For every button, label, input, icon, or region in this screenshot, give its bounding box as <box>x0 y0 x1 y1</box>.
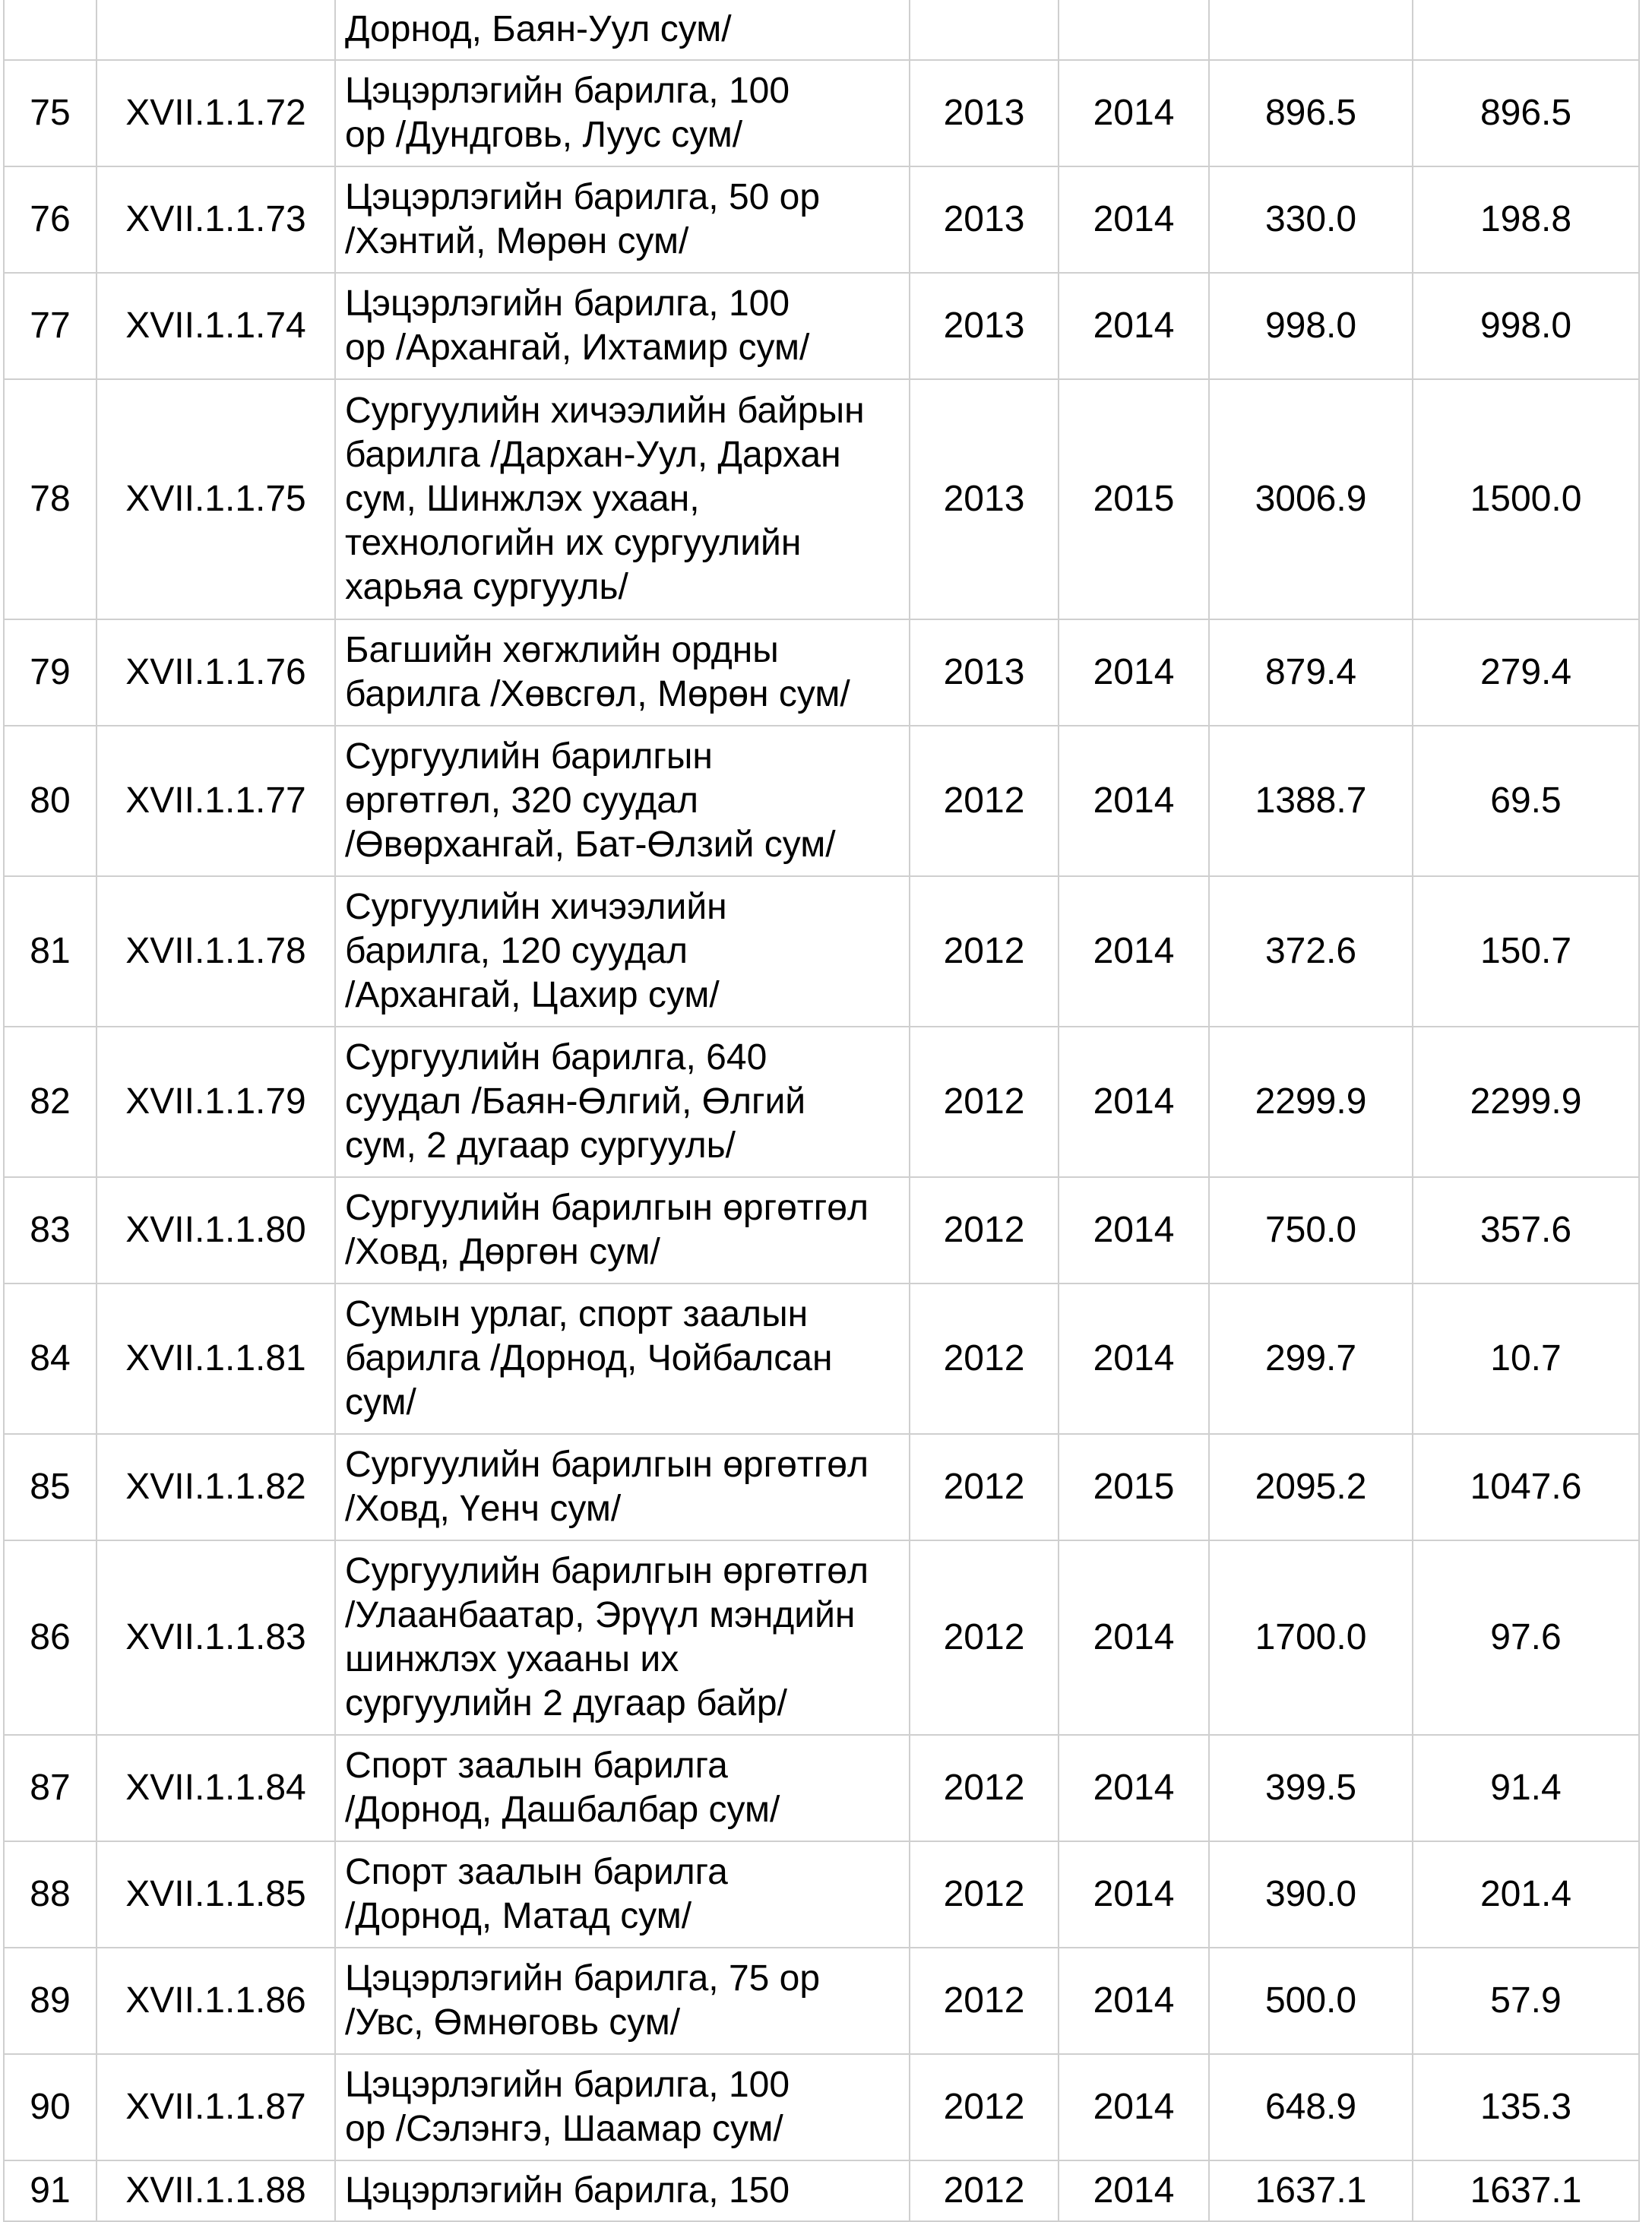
end-year-cell: 2015 <box>1059 1434 1209 1540</box>
table-row <box>4 726 1639 876</box>
table-row <box>4 60 1639 166</box>
total-cost-cell: 390.0 <box>1209 1841 1413 1948</box>
row-number-cell: 91 <box>4 2160 97 2221</box>
table-row <box>4 1027 1639 1177</box>
project-description-cell: Цэцэрлэгийн барилга, 75 ор /Увс, Өмнөговь сум/ <box>335 1948 910 2054</box>
allocated-amount-cell <box>1413 0 1639 60</box>
row-number-cell: 81 <box>4 876 97 1027</box>
row-number-cell: 78 <box>4 379 97 619</box>
allocated-amount-cell: 1500.0 <box>1413 379 1639 619</box>
table-row <box>4 273 1639 379</box>
table-row <box>4 1841 1639 1948</box>
start-year-cell: 2013 <box>910 166 1059 273</box>
project-code-cell: XVII.1.1.82 <box>97 1434 335 1540</box>
investment-table <box>3 0 1640 2222</box>
table-row <box>4 1177 1639 1284</box>
project-description-cell: Цэцэрлэгийн барилга, 150 <box>335 2160 910 2221</box>
start-year-cell: 2013 <box>910 619 1059 726</box>
allocated-amount-cell: 2299.9 <box>1413 1027 1639 1177</box>
project-description-cell: Сургуулийн барилгын өргөтгөл /Улаанбаатар, Эрүүл мэндийн шинжлэх ухааны их сургуулийн 2 дугаар байр/ <box>335 1540 910 1735</box>
row-number-cell: 75 <box>4 60 97 166</box>
project-description-cell: Сургуулийн хичээлийн байрын барилга /Дархан-Уул, Дархан сум, Шинжлэх ухаан, технологийн их сургуулийн харьяа сургууль/ <box>335 379 910 619</box>
end-year-cell: 2014 <box>1059 1540 1209 1735</box>
start-year-cell: 2012 <box>910 2160 1059 2221</box>
project-description-cell: Цэцэрлэгийн барилга, 100 ор /Дундговь, Луус сум/ <box>335 60 910 166</box>
total-cost-cell: 330.0 <box>1209 166 1413 273</box>
end-year-cell: 2015 <box>1059 379 1209 619</box>
project-code-cell: XVII.1.1.84 <box>97 1735 335 1841</box>
start-year-cell: 2012 <box>910 1735 1059 1841</box>
start-year-cell: 2013 <box>910 273 1059 379</box>
project-code-cell: XVII.1.1.81 <box>97 1284 335 1434</box>
end-year-cell: 2014 <box>1059 60 1209 166</box>
start-year-cell: 2012 <box>910 1434 1059 1540</box>
row-number-cell: 77 <box>4 273 97 379</box>
total-cost-cell: 1637.1 <box>1209 2160 1413 2221</box>
start-year-cell: 2012 <box>910 726 1059 876</box>
table-row <box>4 1434 1639 1540</box>
row-number-cell: 88 <box>4 1841 97 1948</box>
row-number-cell <box>4 0 97 60</box>
start-year-cell: 2012 <box>910 1948 1059 2054</box>
row-number-cell: 87 <box>4 1735 97 1841</box>
row-number-cell: 84 <box>4 1284 97 1434</box>
project-description-cell: Цэцэрлэгийн барилга, 100 ор /Сэлэнгэ, Шаамар сум/ <box>335 2054 910 2160</box>
end-year-cell: 2014 <box>1059 1284 1209 1434</box>
project-description-cell: Спорт заалын барилга /Дорнод, Дашбалбар сум/ <box>335 1735 910 1841</box>
end-year-cell: 2014 <box>1059 619 1209 726</box>
start-year-cell: 2013 <box>910 379 1059 619</box>
total-cost-cell: 648.9 <box>1209 2054 1413 2160</box>
table-row <box>4 1284 1639 1434</box>
table-row <box>4 1540 1639 1735</box>
allocated-amount-cell: 57.9 <box>1413 1948 1639 2054</box>
end-year-cell: 2014 <box>1059 1948 1209 2054</box>
end-year-cell: 2014 <box>1059 726 1209 876</box>
row-number-cell: 90 <box>4 2054 97 2160</box>
project-code-cell: XVII.1.1.80 <box>97 1177 335 1284</box>
total-cost-cell: 998.0 <box>1209 273 1413 379</box>
project-code-cell: XVII.1.1.78 <box>97 876 335 1027</box>
allocated-amount-cell: 69.5 <box>1413 726 1639 876</box>
total-cost-cell: 1700.0 <box>1209 1540 1413 1735</box>
project-code-cell: XVII.1.1.72 <box>97 60 335 166</box>
table-row <box>4 619 1639 726</box>
allocated-amount-cell: 1637.1 <box>1413 2160 1639 2221</box>
start-year-cell: 2012 <box>910 2054 1059 2160</box>
allocated-amount-cell: 201.4 <box>1413 1841 1639 1948</box>
allocated-amount-cell: 97.6 <box>1413 1540 1639 1735</box>
total-cost-cell: 372.6 <box>1209 876 1413 1027</box>
total-cost-cell: 399.5 <box>1209 1735 1413 1841</box>
project-code-cell: XVII.1.1.85 <box>97 1841 335 1948</box>
allocated-amount-cell: 135.3 <box>1413 2054 1639 2160</box>
allocated-amount-cell: 150.7 <box>1413 876 1639 1027</box>
project-description-cell: Спорт заалын барилга /Дорнод, Матад сум/ <box>335 1841 910 1948</box>
row-number-cell: 82 <box>4 1027 97 1177</box>
end-year-cell: 2014 <box>1059 1027 1209 1177</box>
project-description-cell: Цэцэрлэгийн барилга, 50 ор /Хэнтий, Мөрөн сум/ <box>335 166 910 273</box>
project-description-cell: Цэцэрлэгийн барилга, 100 ор /Архангай, Ихтамир сум/ <box>335 273 910 379</box>
project-description-cell: Багшийн хөгжлийн ордны барилга /Хөвсгөл, Мөрөн сум/ <box>335 619 910 726</box>
table-row <box>4 379 1639 619</box>
row-number-cell: 76 <box>4 166 97 273</box>
row-number-cell: 83 <box>4 1177 97 1284</box>
row-number-cell: 80 <box>4 726 97 876</box>
start-year-cell: 2012 <box>910 1540 1059 1735</box>
project-code-cell: XVII.1.1.86 <box>97 1948 335 2054</box>
project-code-cell: XVII.1.1.75 <box>97 379 335 619</box>
project-code-cell: XVII.1.1.87 <box>97 2054 335 2160</box>
project-code-cell: XVII.1.1.88 <box>97 2160 335 2221</box>
project-code-cell: XVII.1.1.73 <box>97 166 335 273</box>
start-year-cell: 2012 <box>910 876 1059 1027</box>
total-cost-cell: 3006.9 <box>1209 379 1413 619</box>
total-cost-cell: 2095.2 <box>1209 1434 1413 1540</box>
table-body <box>4 0 1639 2221</box>
end-year-cell <box>1059 0 1209 60</box>
project-description-cell: Сургуулийн хичээлийн барилга, 120 суудал /Архангай, Цахир сум/ <box>335 876 910 1027</box>
table-row <box>4 0 1639 60</box>
project-code-cell <box>97 0 335 60</box>
allocated-amount-cell: 10.7 <box>1413 1284 1639 1434</box>
total-cost-cell: 879.4 <box>1209 619 1413 726</box>
project-description-cell: Сумын урлаг, спорт заалын барилга /Дорнод, Чойбалсан сум/ <box>335 1284 910 1434</box>
table-row <box>4 1948 1639 2054</box>
project-code-cell: XVII.1.1.74 <box>97 273 335 379</box>
project-code-cell: XVII.1.1.83 <box>97 1540 335 1735</box>
allocated-amount-cell: 91.4 <box>1413 1735 1639 1841</box>
total-cost-cell: 2299.9 <box>1209 1027 1413 1177</box>
end-year-cell: 2014 <box>1059 1841 1209 1948</box>
project-description-cell: Сургуулийн барилгын өргөтгөл, 320 суудал /Өвөрхангай, Бат-Өлзий сум/ <box>335 726 910 876</box>
allocated-amount-cell: 198.8 <box>1413 166 1639 273</box>
row-number-cell: 89 <box>4 1948 97 2054</box>
allocated-amount-cell: 998.0 <box>1413 273 1639 379</box>
project-description-cell: Сургуулийн барилгын өргөтгөл /Ховд, Үенч сум/ <box>335 1434 910 1540</box>
allocated-amount-cell: 357.6 <box>1413 1177 1639 1284</box>
total-cost-cell: 299.7 <box>1209 1284 1413 1434</box>
table-row <box>4 2054 1639 2160</box>
end-year-cell: 2014 <box>1059 1177 1209 1284</box>
row-number-cell: 86 <box>4 1540 97 1735</box>
start-year-cell: 2012 <box>910 1841 1059 1948</box>
allocated-amount-cell: 896.5 <box>1413 60 1639 166</box>
row-number-cell: 85 <box>4 1434 97 1540</box>
project-code-cell: XVII.1.1.79 <box>97 1027 335 1177</box>
total-cost-cell <box>1209 0 1413 60</box>
end-year-cell: 2014 <box>1059 876 1209 1027</box>
total-cost-cell: 750.0 <box>1209 1177 1413 1284</box>
start-year-cell: 2012 <box>910 1284 1059 1434</box>
start-year-cell <box>910 0 1059 60</box>
total-cost-cell: 500.0 <box>1209 1948 1413 2054</box>
allocated-amount-cell: 279.4 <box>1413 619 1639 726</box>
project-description-cell: Дорнод, Баян-Уул сум/ <box>335 0 910 60</box>
total-cost-cell: 1388.7 <box>1209 726 1413 876</box>
project-description-cell: Сургуулийн барилга, 640 суудал /Баян-Өлгий, Өлгий сум, 2 дугаар сургууль/ <box>335 1027 910 1177</box>
project-code-cell: XVII.1.1.76 <box>97 619 335 726</box>
start-year-cell: 2013 <box>910 60 1059 166</box>
project-code-cell: XVII.1.1.77 <box>97 726 335 876</box>
total-cost-cell: 896.5 <box>1209 60 1413 166</box>
table-row <box>4 876 1639 1027</box>
row-number-cell: 79 <box>4 619 97 726</box>
end-year-cell: 2014 <box>1059 2160 1209 2221</box>
table-row <box>4 166 1639 273</box>
allocated-amount-cell: 1047.6 <box>1413 1434 1639 1540</box>
end-year-cell: 2014 <box>1059 1735 1209 1841</box>
project-description-cell: Сургуулийн барилгын өргөтгөл /Ховд, Дөргөн сум/ <box>335 1177 910 1284</box>
table-row <box>4 1735 1639 1841</box>
table-row <box>4 2160 1639 2221</box>
end-year-cell: 2014 <box>1059 2054 1209 2160</box>
start-year-cell: 2012 <box>910 1177 1059 1284</box>
end-year-cell: 2014 <box>1059 273 1209 379</box>
start-year-cell: 2012 <box>910 1027 1059 1177</box>
end-year-cell: 2014 <box>1059 166 1209 273</box>
